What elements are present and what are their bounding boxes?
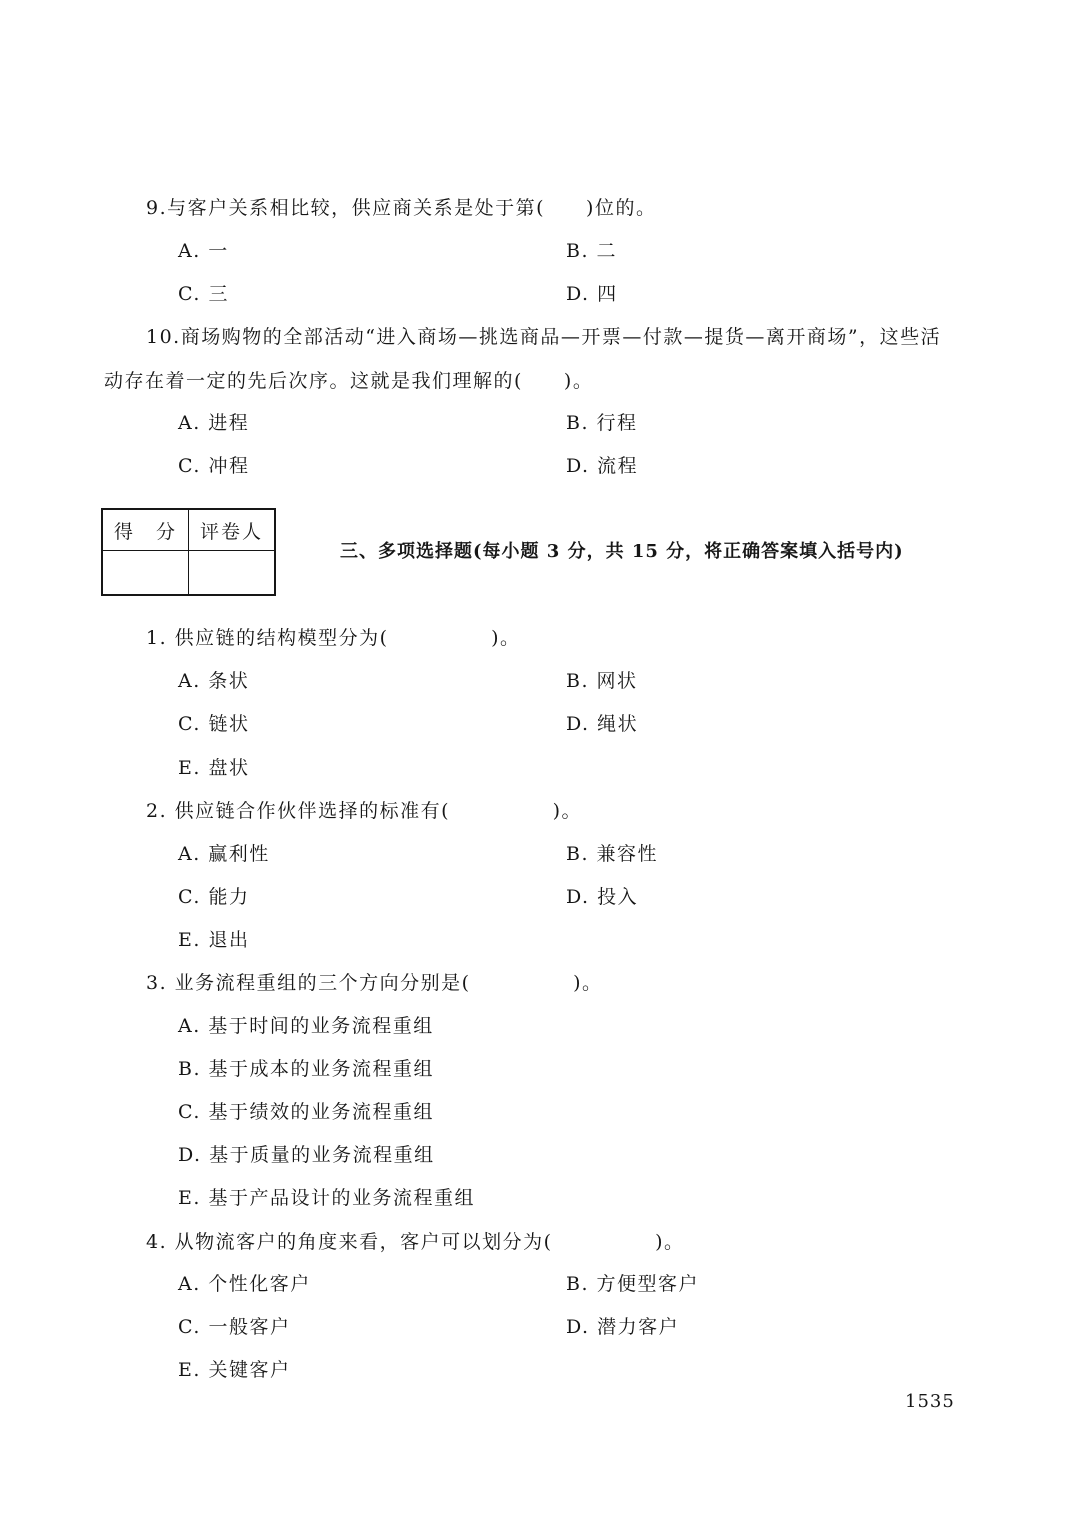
mc-question-1-option-c: C. 链状 bbox=[178, 713, 250, 735]
mc-question-1-option-a: A. 条状 bbox=[178, 670, 250, 692]
mc-question-1-stem: 1. 供应链的结构模型分为( )。 bbox=[146, 627, 521, 649]
question-10-option-d: D. 流程 bbox=[566, 455, 639, 477]
grader-label: 评卷人 bbox=[189, 509, 276, 551]
question-9-option-c: C. 三 bbox=[178, 283, 229, 305]
mc-question-2-option-b: B. 兼容性 bbox=[566, 843, 659, 865]
mc-question-3-option-e: E. 基于产品设计的业务流程重组 bbox=[178, 1187, 475, 1209]
mc-question-2-stem: 2. 供应链合作伙伴选择的标准有( )。 bbox=[146, 800, 582, 822]
mc-question-1-option-e: E. 盘状 bbox=[178, 757, 250, 779]
section-3-title: 三、多项选择题(每小题 3 分，共 15 分，将正确答案填入括号内) bbox=[340, 541, 904, 562]
question-10-option-b: B. 行程 bbox=[566, 412, 638, 434]
mc-question-4-option-b: B. 方便型客户 bbox=[566, 1273, 700, 1295]
score-cell bbox=[102, 551, 189, 596]
mc-question-3-stem: 3. 业务流程重组的三个方向分别是( )。 bbox=[146, 972, 603, 994]
grader-cell bbox=[189, 551, 276, 596]
question-10-stem-line1: 10.商场购物的全部活动“进入商场—挑选商品—开票—付款—提货—离开商场”，这些活 bbox=[146, 326, 942, 348]
question-10-option-c: C. 冲程 bbox=[178, 455, 250, 477]
mc-question-4-option-e: E. 关键客户 bbox=[178, 1359, 291, 1381]
mc-question-3-option-c: C. 基于绩效的业务流程重组 bbox=[178, 1101, 434, 1123]
question-9-option-d: D. 四 bbox=[566, 283, 618, 305]
mc-question-2-option-d: D. 投入 bbox=[566, 886, 639, 908]
mc-question-1-option-b: B. 网状 bbox=[566, 670, 638, 692]
mc-question-3-option-d: D. 基于质量的业务流程重组 bbox=[178, 1144, 435, 1166]
mc-question-1-option-d: D. 绳状 bbox=[566, 713, 639, 735]
mc-question-4-stem: 4. 从物流客户的角度来看，客户可以划分为( )。 bbox=[146, 1231, 685, 1253]
mc-question-3-option-b: B. 基于成本的业务流程重组 bbox=[178, 1058, 435, 1080]
mc-question-4-option-c: C. 一般客户 bbox=[178, 1316, 291, 1338]
page-number: 1535 bbox=[905, 1391, 955, 1412]
mc-question-4-option-d: D. 潜力客户 bbox=[566, 1316, 680, 1338]
mc-question-4-option-a: A. 个性化客户 bbox=[178, 1273, 311, 1295]
mc-question-2-option-c: C. 能力 bbox=[178, 886, 250, 908]
question-10-stem-line2: 动存在着一定的先后次序。这就是我们理解的( )。 bbox=[104, 370, 594, 392]
score-box bbox=[101, 508, 276, 596]
question-9-option-a: A. 一 bbox=[178, 240, 229, 262]
question-9-option-b: B. 二 bbox=[566, 240, 618, 262]
mc-question-2-option-e: E. 退出 bbox=[178, 929, 250, 951]
score-label: 得 分 bbox=[102, 509, 189, 551]
mc-question-3-option-a: A. 基于时间的业务流程重组 bbox=[178, 1015, 434, 1037]
question-10-option-a: A. 进程 bbox=[178, 412, 250, 434]
question-9-stem: 9.与客户关系相比较，供应商关系是处于第( )位的。 bbox=[146, 197, 657, 219]
mc-question-2-option-a: A. 赢利性 bbox=[178, 843, 270, 865]
